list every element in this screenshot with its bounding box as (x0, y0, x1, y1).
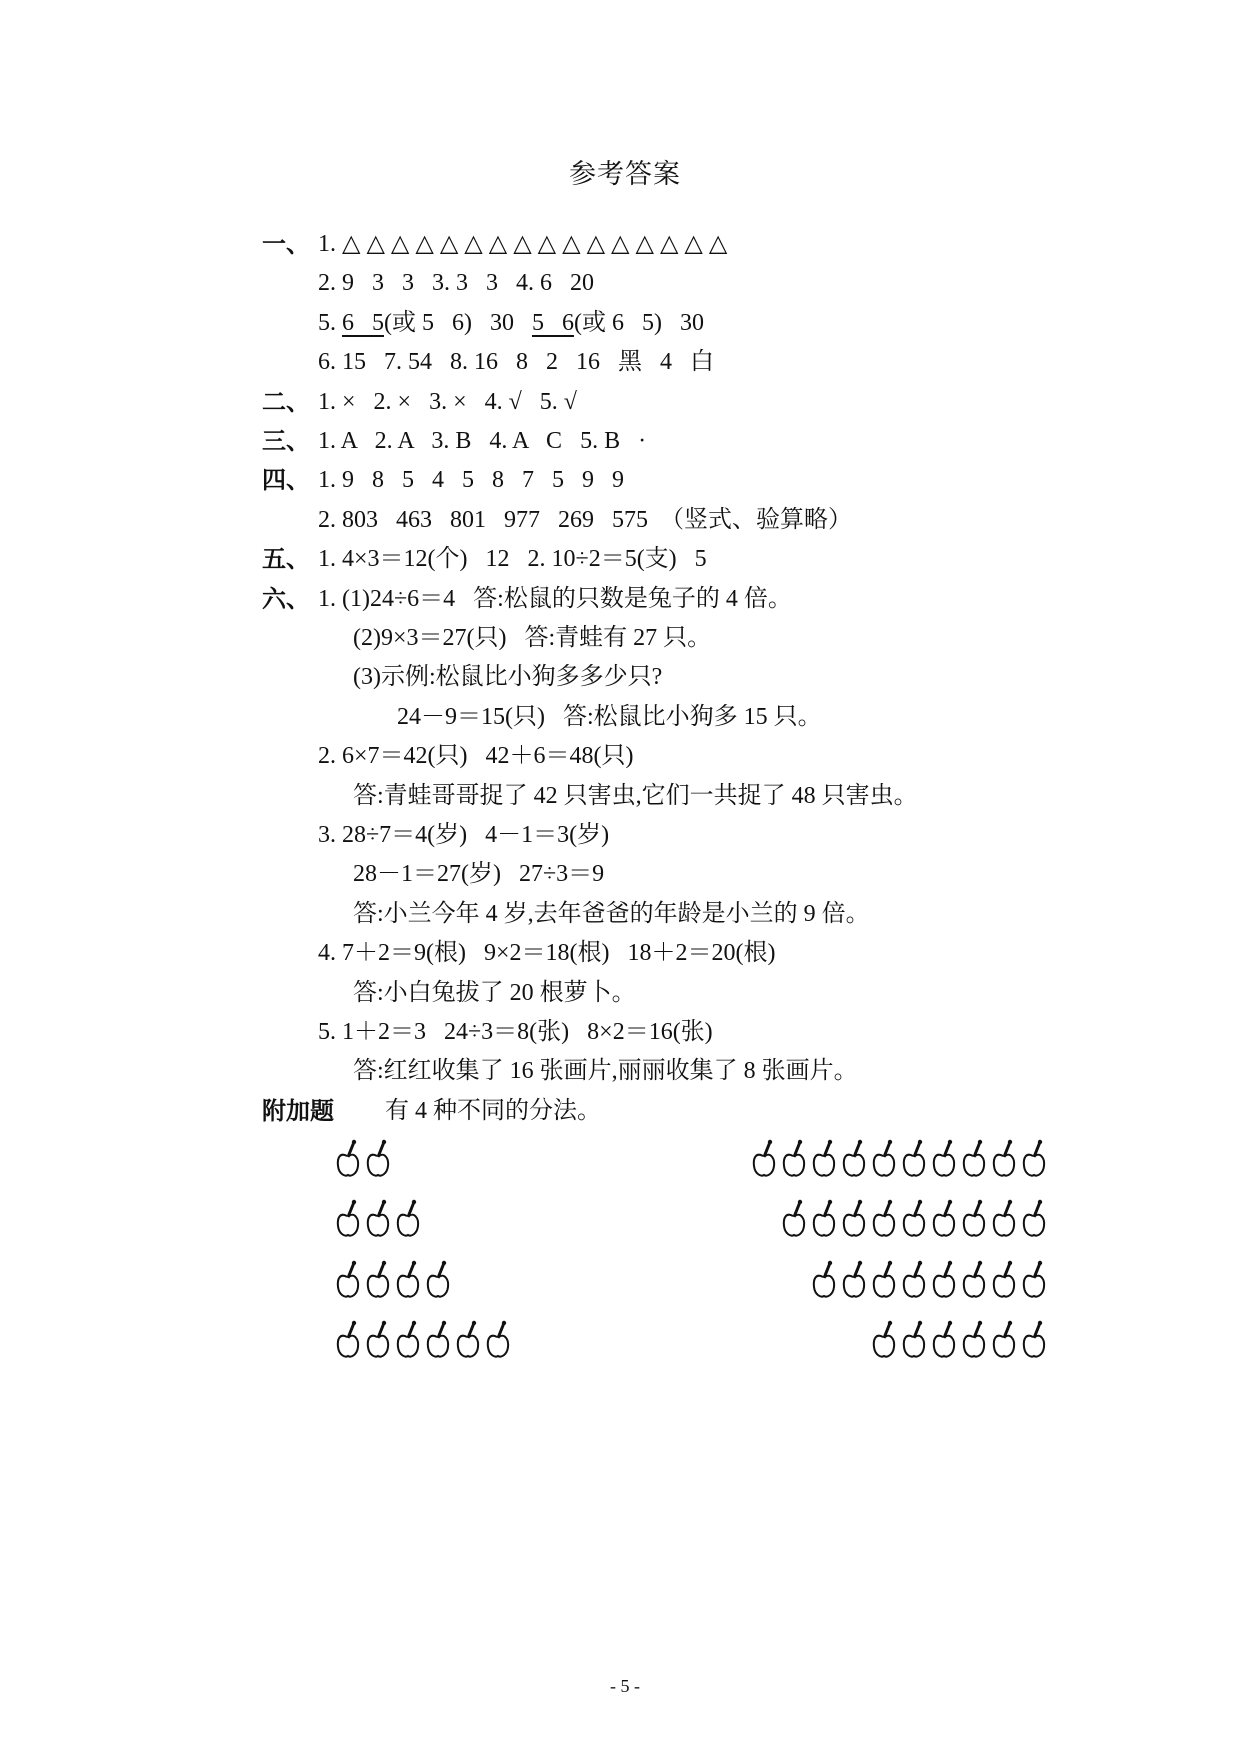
cherry-icon (812, 1198, 836, 1238)
cherry-icon (782, 1198, 806, 1238)
cherry-icon (842, 1259, 866, 1299)
cherry-icon (426, 1319, 450, 1359)
section-label: 一、 (262, 230, 310, 258)
answer-line: 6. 15 7. 54 8. 16 8 2 16 黑 4 白 (318, 349, 714, 376)
cherry-icon (842, 1198, 866, 1238)
cherry-icon (932, 1319, 956, 1359)
section-label: 二、 (262, 387, 310, 416)
answer-line: 2. 9 3 3 3. 3 3 4. 6 20 (318, 270, 594, 297)
cherry-icon (992, 1319, 1016, 1359)
cherry-icon (962, 1319, 986, 1359)
answer-line: 答:青蛙哥哥捉了 42 只害虫,它们一共捉了 48 只害虫。 (353, 782, 918, 809)
answer-line: 3. 28÷7＝4(岁) 4－1＝3(岁) (318, 822, 610, 848)
answer-text: (或 6 5) 30 (573, 309, 704, 336)
cherry-icon (752, 1138, 776, 1178)
cherry-icon (1022, 1198, 1046, 1238)
cherry-icon (812, 1259, 836, 1299)
cherry-icon (486, 1319, 510, 1359)
cherry-icon (932, 1138, 956, 1178)
page-number: - 5 - (610, 1676, 640, 1696)
answer-line: 1. A 2. A 3. B 4. A C 5. B · (318, 428, 647, 454)
cherry-icon (1022, 1138, 1046, 1178)
section-label: 三、 (262, 427, 310, 455)
answer-line: 1. 9 8 5 4 5 8 7 5 9 9 (318, 467, 624, 494)
cherry-icon (336, 1259, 360, 1299)
cherry-icon (872, 1319, 896, 1359)
answer-line: 答:小兰今年 4 岁,去年爸爸的年龄是小兰的 9 倍。 (353, 900, 870, 927)
cherry-icon (396, 1259, 420, 1299)
cherry-icon (336, 1198, 360, 1238)
cherry-icon (336, 1138, 360, 1178)
answer-text: 5. (318, 309, 342, 336)
cherry-icon (456, 1319, 480, 1359)
cherry-icon (396, 1319, 420, 1359)
cherry-icon (366, 1319, 390, 1359)
cherry-icon (396, 1198, 420, 1238)
cherry-icon (872, 1138, 896, 1178)
cherry-icon (932, 1198, 956, 1238)
answer-line: (2)9×3＝27(只) 答:青蛙有 27 只。 (353, 625, 712, 651)
section-label: 四、 (262, 466, 310, 495)
cherry-icon (1022, 1259, 1046, 1299)
answer-line: (3)示例:松鼠比小狗多多少只? (353, 664, 663, 691)
cherry-icon (902, 1198, 926, 1238)
answer-line: 1. (1)24÷6＝4 答:松鼠的只数是兔子的 4 倍。 (318, 585, 792, 612)
cherry-icon (872, 1198, 896, 1238)
underlined-answer: 5 6 (531, 309, 574, 336)
cherry-icon (902, 1259, 926, 1299)
cherry-icon (366, 1198, 390, 1238)
cherry-icon (992, 1259, 1016, 1299)
cherry-icon (812, 1138, 836, 1178)
cherry-icon (962, 1259, 986, 1299)
cherry-icon (336, 1319, 360, 1359)
cherry-icon (992, 1198, 1016, 1238)
extra-question-label: 附加题 (262, 1096, 334, 1125)
cherry-icon (962, 1198, 986, 1238)
cherry-icon (962, 1138, 986, 1178)
cherry-icon (426, 1259, 450, 1299)
cherry-icon (842, 1138, 866, 1178)
answer-line: 1. × 2. × 3. × 4. √ 5. √ (318, 388, 577, 415)
answer-line: 1. 4×3＝12(个) 12 2. 10÷2＝5(支) 5 (318, 546, 707, 573)
answer-text: (或 5 6) 30 (384, 309, 532, 336)
section-label: 五、 (262, 545, 310, 574)
cherry-icon (992, 1138, 1016, 1178)
answer-line: 4. 7＋2＝9(根) 9×2＝18(根) 18＋2＝20(根) (318, 940, 776, 967)
cherry-icon (872, 1259, 896, 1299)
answer-line: 24－9＝15(只) 答:松鼠比小狗多 15 只。 (397, 703, 822, 730)
underlined-answer: 6 5 (342, 309, 384, 336)
page-title: 参考答案 (569, 159, 681, 190)
cherry-icon (1022, 1319, 1046, 1359)
answer-line: 答:小白兔拔了 20 根萝卜。 (353, 979, 636, 1006)
answer-line: 1. △ △ △ △ △ △ △ △ △ △ △ △ △ △ △ △ (318, 231, 728, 257)
answer-line: 28－1＝27(岁) 27÷3＝9 (353, 861, 605, 888)
cherry-icon (902, 1138, 926, 1178)
cherry-icon (782, 1138, 806, 1178)
cherry-icon (366, 1259, 390, 1299)
cherry-icon (902, 1319, 926, 1359)
extra-question-answer: 有 4 种不同的分法。 (385, 1097, 601, 1124)
answer-line (318, 308, 704, 338)
answer-line: 2. 6×7＝42(只) 42＋6＝48(只) (318, 743, 634, 770)
cherry-icon (366, 1138, 390, 1178)
answer-line: 5. 1＋2＝3 24÷3＝8(张) 8×2＝16(张) (318, 1019, 713, 1045)
cherry-icon (932, 1259, 956, 1299)
answer-line: 2. 803 463 801 977 269 575 （竖式、验算略） (318, 506, 852, 533)
section-label: 六、 (262, 584, 310, 613)
answer-line: 答:红红收集了 16 张画片,丽丽收集了 8 张画片。 (353, 1058, 858, 1085)
